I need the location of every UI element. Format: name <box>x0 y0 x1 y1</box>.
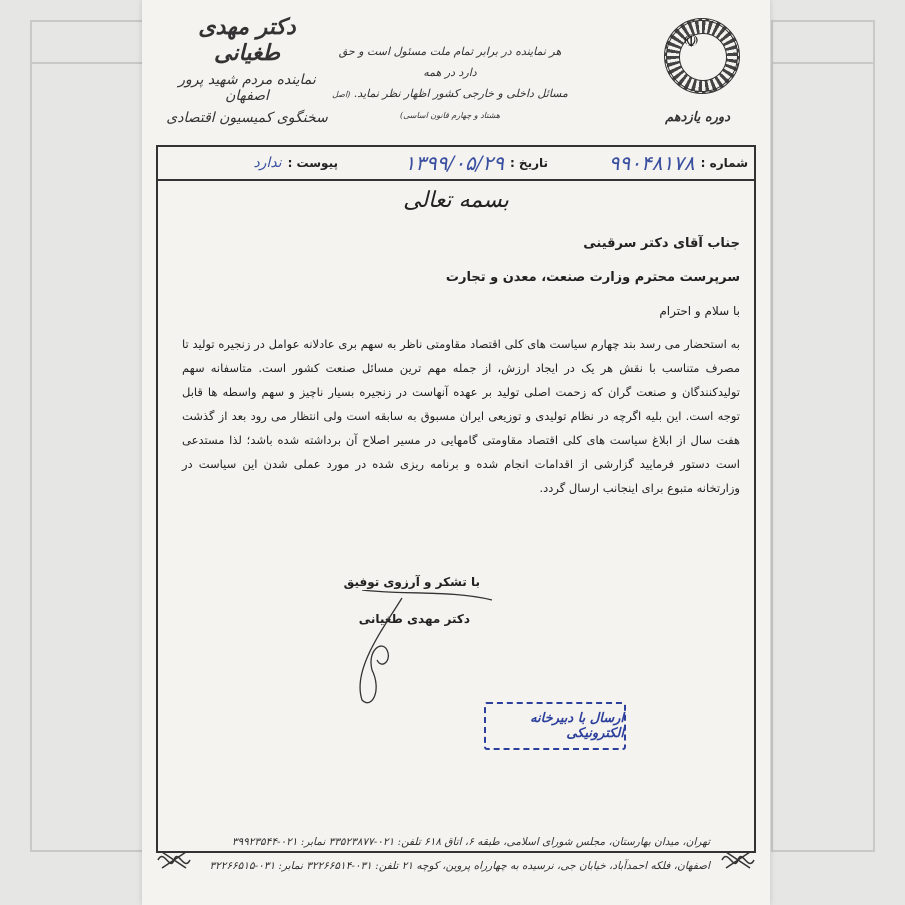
attachment-value: ندارد <box>253 155 282 171</box>
background-left <box>0 0 150 905</box>
motto-citation: (اصل هشتاد و چهارم قانون اساسی) <box>332 89 501 120</box>
footer-line-tehran: تهران، میدان بهارستان، مجلس شورای اسلامی، طبقه ۶، اتاق ۶۱۸ تلفن: ۰۲۱-۳۳۵۲۳۸۷۷ نمابر: ۰۲۱-۳۹۹۲۳۵۴۴ <box>231 836 710 848</box>
date-value: ۱۳۹۹/۰۵/۲۹ <box>404 151 504 175</box>
motto <box>330 42 570 126</box>
recipient-title: سرپرست محترم وزارت صنعت، معدن و تجارت <box>445 270 740 285</box>
number-label: شماره : <box>700 156 748 170</box>
footer-address <box>202 830 710 878</box>
motto-line-1: هر نماینده در برابر تمام ملت مسئول است و حق دارد در همه <box>338 45 562 79</box>
sender-subtitle-2: سخنگوی کمیسیون اقتصادی <box>166 110 328 126</box>
attachment-label: پیوست : <box>287 156 338 170</box>
letter-paper <box>142 0 770 905</box>
ornament-knot-icon <box>720 846 756 874</box>
ornament-knot-icon <box>156 846 192 874</box>
footer-line-isfahan: اصفهان، فلکه احمدآباد، خیابان جی، نرسیده به چهارراه پروین، کوچه ۲۱ تلفن: ۰۳۱-۳۲۲۶۶۵۱۴ نمابر: ۰۳۱-۳۲۲۶۶۵۱۵ <box>209 860 710 872</box>
date-label: تاریخ : <box>509 156 548 170</box>
letter-body <box>182 332 740 500</box>
background-right <box>765 0 905 905</box>
greeting: با سلام و احترام <box>659 304 740 318</box>
electronic-secretariat-stamp: ارسال با دبیرخانه الکترونیکی <box>484 702 626 750</box>
signatory-name: دکتر مهدی طغیانی <box>358 612 470 626</box>
sender-name: دکتر مهدی طغیانی <box>198 14 296 66</box>
closing: با تشکر و آرزوی توفیق <box>343 575 480 589</box>
signature-mark <box>342 590 502 710</box>
number-value: ۹۹۰۴۸۱۷۸ <box>608 151 695 175</box>
letter-info-bar <box>156 145 756 181</box>
opening-invocation: بسمه تعالی <box>403 188 509 213</box>
parliament-emblem-icon: ☫ <box>664 18 740 94</box>
term-label: دوره یازدهم <box>665 110 730 125</box>
sender-subtitle-1: نماینده مردم شهید پرور اصفهان <box>178 72 316 104</box>
motto-line-2: مسائل داخلی و خارجی کشور اظهار نظر نماید. <box>353 86 568 100</box>
recipient: جناب آقای دکتر سرقینی <box>583 236 740 251</box>
sender-header <box>162 14 332 126</box>
letter-body-text: به استحضار می رسد بند چهارم سیاست های کلی اقتصاد مقاومتی ناظر به سهم بری عادلانه عوامل در زنجیره تولید تا مصرف متناسب با نقش هر یک در ایجاد ارزش، از جمله مهم ترین مسائل صنعت کشور است. متاسفانه سهم تولیدکنندگان و صنعت گران که زحمت اصلی تولید بر عهده آنهاست در زنجیره بسیار ناچیز و سهم واسطه ها قابل توجه است. این بلیه اگرچه در نظام تولیدی و توزیعی ایران مسبوق به سابقه است ولی انتظار می رود بعد از گذشت هفت سال از ابلاغ سیاست های کلی اقتصاد مقاومتی گامهایی در مسیر اصلاح آن برداشته شده باشد؛ لذا مستدعی است دستور فرمایید گزارشی از اقدامات انجام شده و برنامه ریزی شده در مورد عملی شدن این سیاست در وزارتخانه متبوع برای اینجانب ارسال گردد. <box>182 337 740 495</box>
